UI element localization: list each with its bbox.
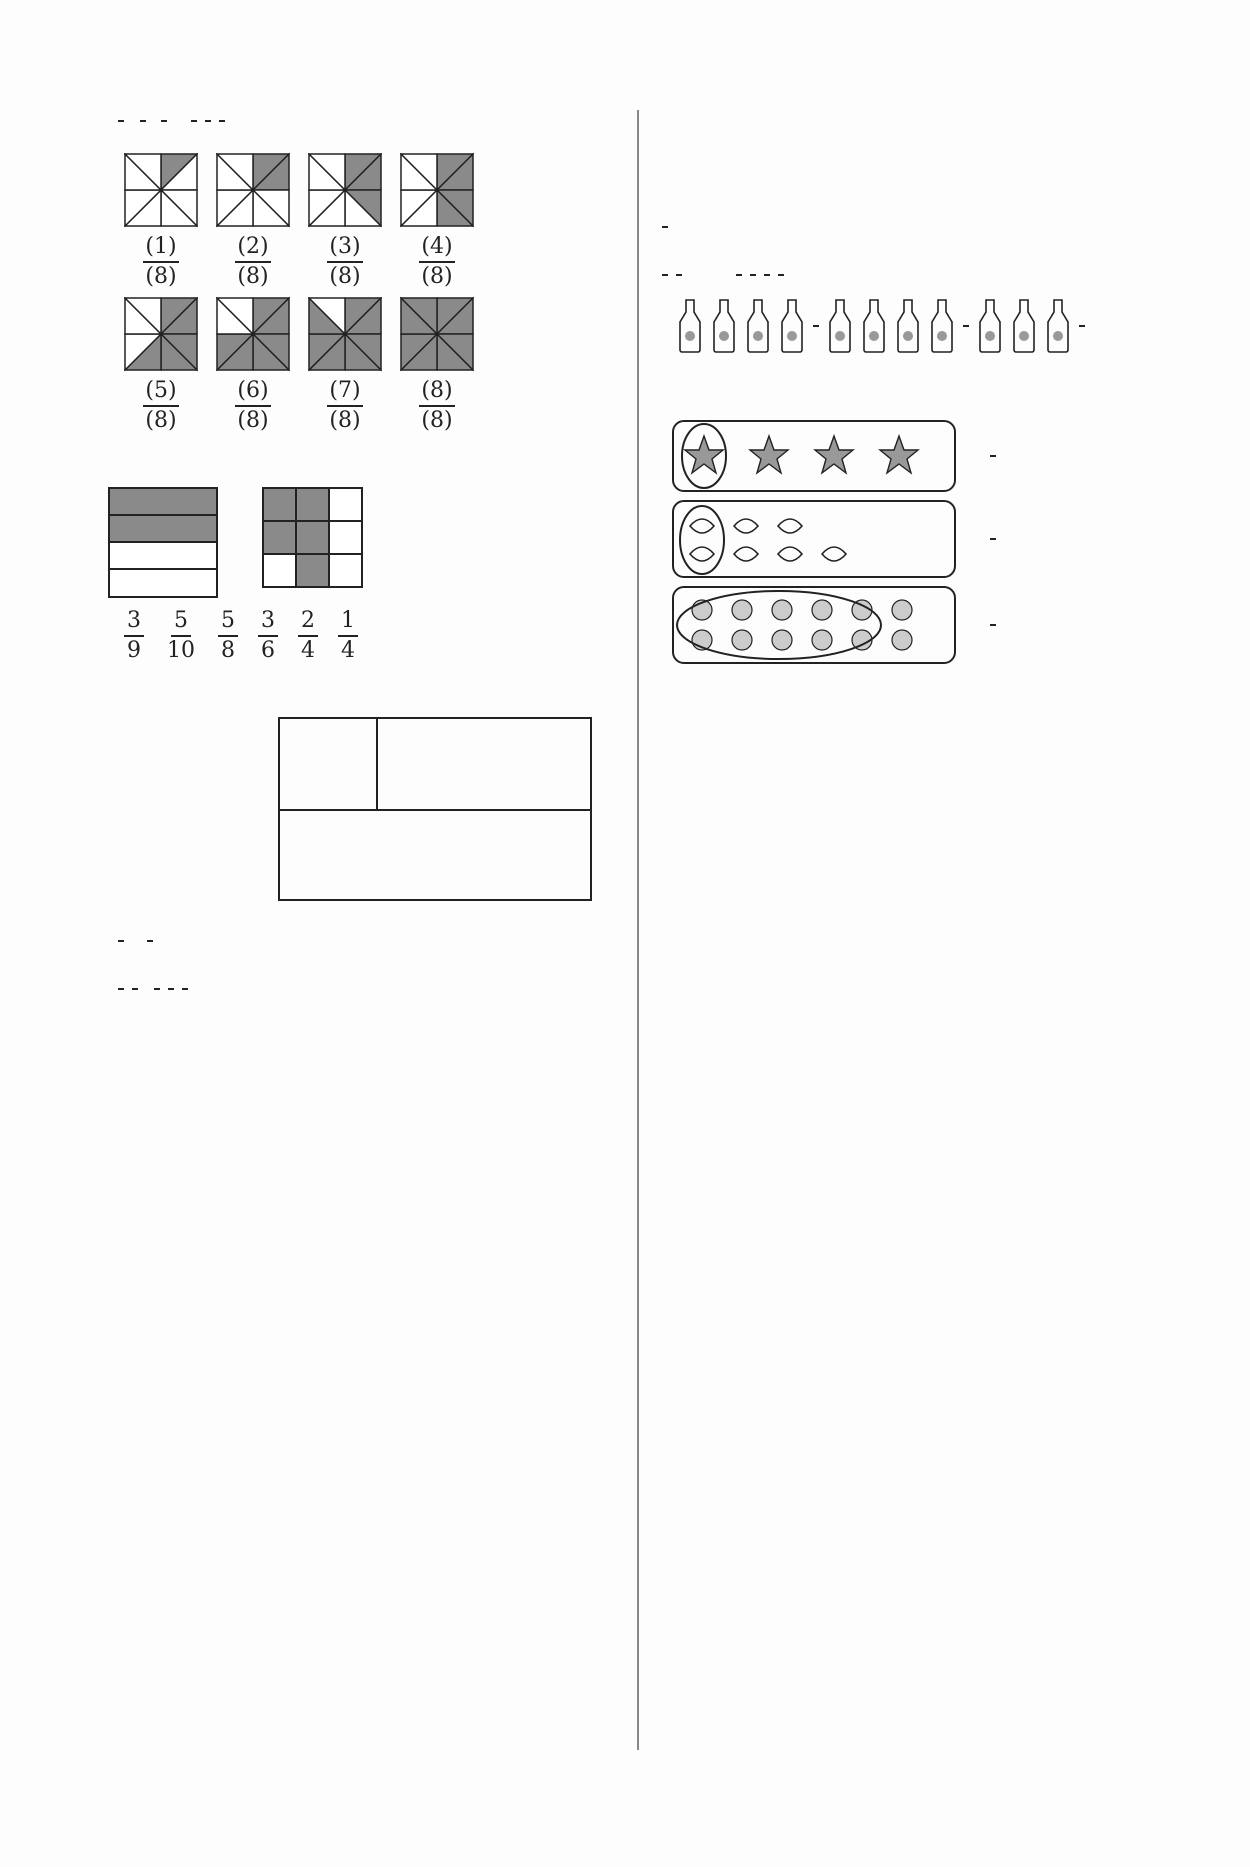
fraction: $\frac{3}{9}$ — [124, 607, 144, 665]
flower-diagram — [278, 717, 592, 901]
fraction — [676, 274, 682, 276]
grid-square — [262, 487, 364, 589]
bottle-icon — [861, 298, 887, 354]
mango-icons — [674, 502, 954, 576]
square-item — [216, 297, 290, 435]
fraction — [736, 274, 742, 276]
question-2 — [108, 439, 618, 599]
question-2 — [652, 153, 1172, 201]
fraction: (1) (8) — [145, 234, 177, 289]
bottle-icon — [827, 298, 853, 354]
square-item — [308, 297, 382, 435]
bottle-icon — [745, 298, 771, 354]
square-item — [400, 297, 474, 435]
fraction — [990, 538, 996, 540]
divided-square — [400, 153, 474, 227]
fraction — [154, 988, 160, 990]
fraction — [990, 455, 996, 457]
fraction — [132, 988, 138, 990]
fraction — [1079, 325, 1085, 327]
fraction — [778, 274, 784, 276]
mangoes-row — [672, 500, 1172, 578]
fraction — [118, 940, 124, 942]
bottle-icon — [677, 298, 703, 354]
fraction: (5) (8) — [145, 378, 177, 433]
square-item — [308, 153, 382, 291]
flower-icons — [674, 588, 954, 662]
flowers-box — [672, 586, 956, 664]
fraction — [191, 120, 197, 122]
question-5 — [652, 297, 1172, 354]
fraction: (2) (8) — [237, 234, 269, 289]
fraction: (7) (8) — [329, 378, 361, 433]
square-item — [216, 153, 290, 291]
bottle-icon — [977, 298, 1003, 354]
question-6b — [108, 963, 618, 1011]
question-1 — [108, 153, 618, 435]
fraction: $\frac{5}{8}$ — [218, 607, 238, 665]
fraction: (4) (8) — [421, 234, 453, 289]
fraction — [205, 120, 211, 122]
flowers-row — [672, 586, 1172, 664]
question-4 — [108, 665, 618, 901]
divided-square — [124, 153, 198, 227]
fraction — [182, 988, 188, 990]
column-divider — [637, 110, 639, 1750]
star-icons — [674, 422, 954, 490]
fraction — [963, 325, 969, 327]
fraction — [118, 988, 124, 990]
fraction — [219, 120, 225, 122]
fraction: (6) (8) — [237, 378, 269, 433]
bottle-icon — [779, 298, 805, 354]
bottle-icon — [1011, 298, 1037, 354]
divided-square — [216, 153, 290, 227]
square-row — [124, 153, 618, 291]
left-column — [108, 95, 618, 1011]
stars-box — [672, 420, 956, 492]
right-column — [652, 95, 1172, 664]
stars-row — [672, 420, 1172, 492]
fraction: $\frac{3}{6}$ — [258, 607, 278, 665]
fraction: (8) (8) — [421, 378, 453, 433]
divided-square — [124, 297, 198, 371]
question-6a — [108, 95, 618, 143]
question-5 — [108, 915, 618, 963]
fraction — [750, 274, 756, 276]
fraction: $\frac{2}{4}$ — [298, 607, 318, 665]
question-3 — [108, 607, 618, 665]
fraction — [118, 120, 124, 122]
fraction — [168, 988, 174, 990]
divided-square — [216, 297, 290, 371]
fraction — [662, 226, 668, 228]
fraction — [662, 274, 668, 276]
fraction — [813, 325, 819, 327]
striped-rectangle — [108, 487, 218, 599]
square-item — [124, 297, 198, 435]
divided-square — [308, 297, 382, 371]
fraction — [990, 624, 996, 626]
square-row — [124, 297, 618, 435]
mangoes-box — [672, 500, 956, 578]
bottle-icon — [711, 298, 737, 354]
bottle-icon — [929, 298, 955, 354]
fraction — [140, 120, 146, 122]
question-4 — [652, 249, 1172, 297]
fraction: $\frac{5}{10}$ — [167, 608, 195, 663]
question-2b — [652, 420, 1172, 664]
bottle-icon — [1045, 298, 1071, 354]
square-item — [400, 153, 474, 291]
fraction: (3) (8) — [329, 234, 361, 289]
fraction — [764, 274, 770, 276]
bottle-icon — [895, 298, 921, 354]
fraction — [147, 940, 153, 942]
square-item — [124, 153, 198, 291]
divided-square — [400, 297, 474, 371]
fraction: $\frac{1}{4}$ — [338, 607, 358, 665]
question-1 — [652, 105, 1172, 153]
question-3 — [652, 201, 1172, 249]
fraction — [161, 120, 167, 122]
question-1b — [652, 364, 1172, 412]
divided-square — [308, 153, 382, 227]
